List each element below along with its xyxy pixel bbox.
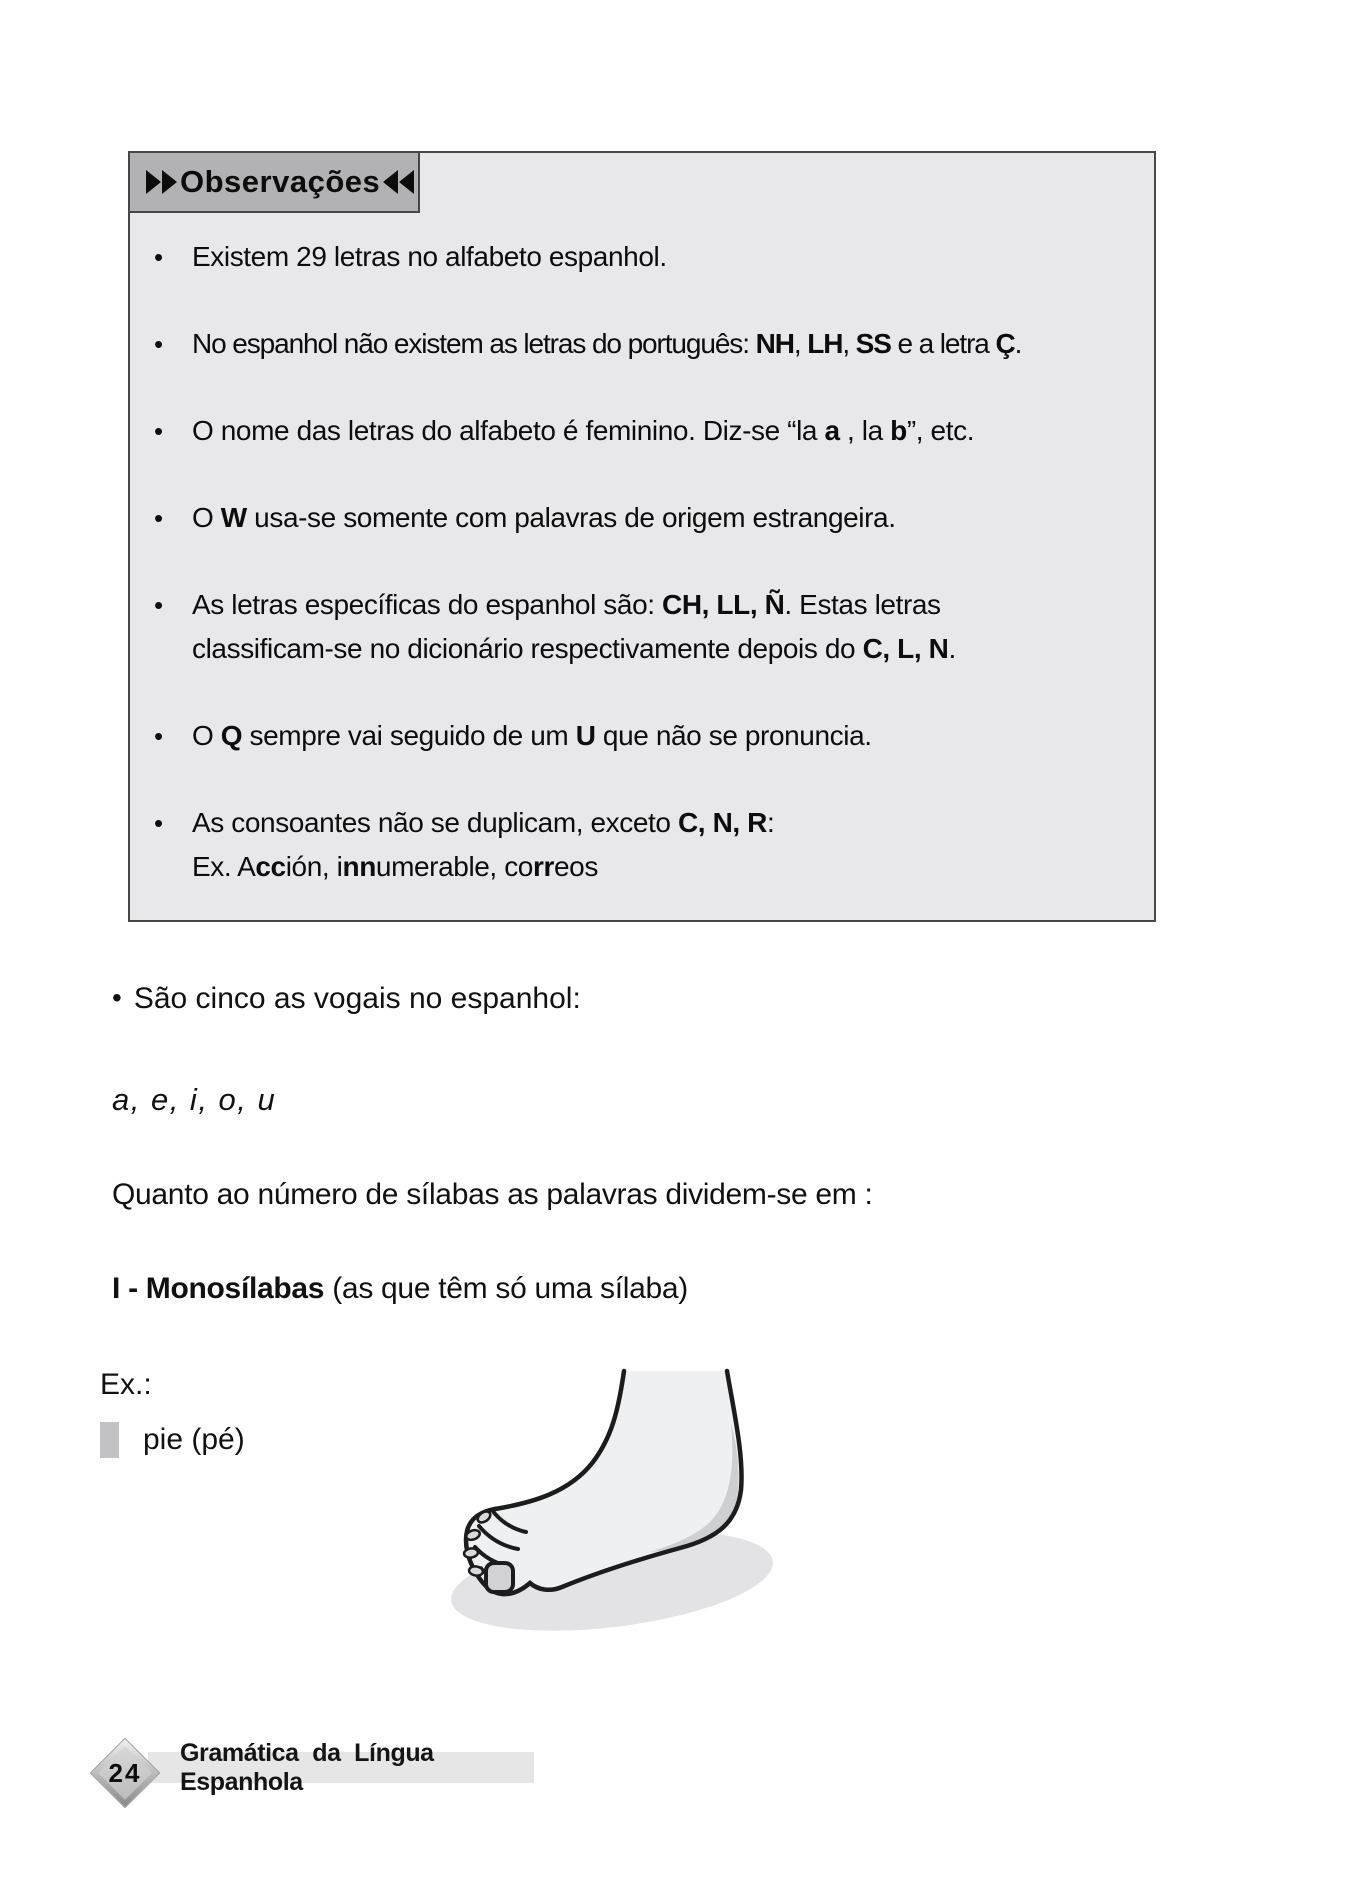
vowels-list: a, e, i, o, u bbox=[112, 1082, 277, 1117]
rewind-icon bbox=[380, 169, 416, 195]
observations-list bbox=[130, 153, 1154, 889]
vowels-heading-text: São cinco as vogais no espanhol: bbox=[133, 982, 581, 1015]
monosyllables-heading: I - Monosílabas (as que têm só uma sílaba) bbox=[112, 1272, 688, 1305]
example-text: pie (pé) bbox=[143, 1423, 245, 1456]
observation-text: O nome das letras do alfabeto é feminino. Diz-se “la a , la b”, etc. bbox=[192, 415, 975, 446]
observation-text: Existem 29 letras no alfabeto espanhol. bbox=[192, 241, 667, 272]
page-number-badge bbox=[90, 1738, 161, 1809]
vowels-heading bbox=[112, 982, 581, 1016]
footer-bar bbox=[148, 1738, 534, 1796]
bullet-icon: • bbox=[154, 242, 164, 272]
square-bullet-icon bbox=[100, 1422, 119, 1458]
bullet-icon: • bbox=[154, 808, 164, 838]
bullet-icon: • bbox=[154, 721, 164, 751]
observation-item bbox=[154, 409, 1136, 453]
observations-box bbox=[128, 151, 1156, 922]
observation-text: No espanhol não existem as letras do português: NH, LH, SS e a letra Ç. bbox=[192, 328, 1022, 359]
observation-item bbox=[154, 322, 1136, 366]
foot-illustration-icon bbox=[380, 1340, 830, 1660]
syllables-intro: Quanto ao número de sílabas as palavras dividem-se em : bbox=[112, 1178, 873, 1211]
observation-item bbox=[154, 496, 1136, 540]
observation-text: As consoantes não se duplicam, exceto C, N, R: Ex. Acción, innumerable, correos bbox=[192, 807, 775, 882]
observation-item bbox=[154, 235, 1136, 279]
observation-text: O W usa-se somente com palavras de origem estrangeira. bbox=[192, 502, 896, 533]
example-item bbox=[100, 1422, 245, 1458]
observation-item bbox=[154, 583, 1136, 671]
example-label: Ex.: bbox=[100, 1368, 152, 1401]
observation-text: O Q sempre vai seguido de um U que não se pronuncia. bbox=[192, 720, 872, 751]
bullet-icon: • bbox=[154, 416, 164, 446]
bullet-icon: • bbox=[154, 329, 164, 359]
footer-book-title: Gramática da Língua Espanhola bbox=[180, 1738, 434, 1796]
observations-header bbox=[128, 151, 420, 213]
fast-forward-icon bbox=[144, 169, 180, 195]
bullet-icon: • bbox=[154, 503, 164, 533]
observation-item bbox=[154, 714, 1136, 758]
page-number-badge-inner bbox=[98, 1746, 152, 1800]
observations-title: Observações bbox=[180, 164, 381, 199]
bullet-icon: • bbox=[112, 982, 122, 1013]
page-number: 24 bbox=[108, 1757, 142, 1788]
observation-item bbox=[154, 801, 1136, 889]
bullet-icon: • bbox=[154, 590, 164, 620]
observation-text: As letras específicas do espanhol são: CH, LL, Ñ. Estas letras classificam-se no dicionário respectivamente depois do C, L, N. bbox=[192, 589, 956, 664]
